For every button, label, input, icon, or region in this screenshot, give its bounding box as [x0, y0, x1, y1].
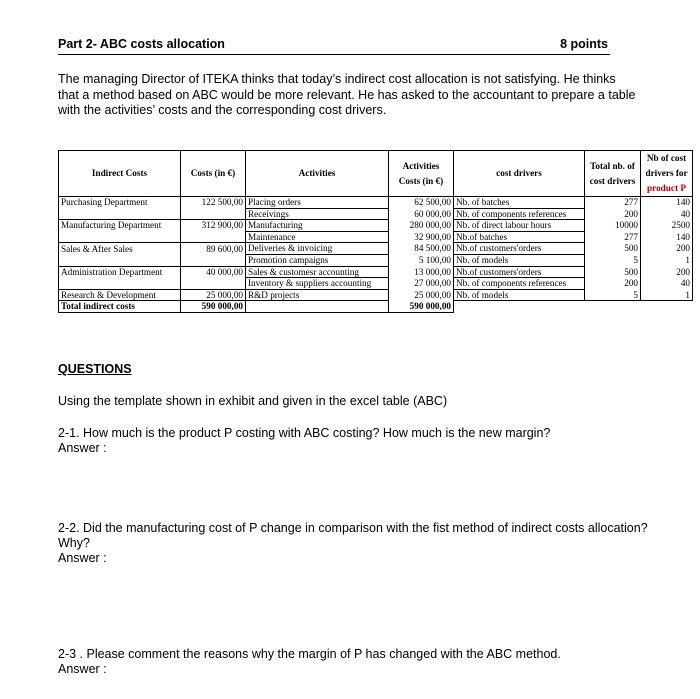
cell-cost: 122 500,00: [181, 197, 246, 209]
table-row: [59, 278, 693, 290]
cell-cost: 40 000,00: [181, 266, 246, 278]
cell-activity: Inventory & suppliers accounting: [246, 278, 389, 290]
table-row: [59, 220, 693, 232]
total-spacer: [641, 301, 693, 313]
header-product-p-line3: product P: [647, 183, 686, 193]
cell-driver: Nb. of direct labour hours: [454, 220, 585, 232]
cell-driver: Nb. of components references: [454, 278, 585, 290]
table-row: [59, 254, 693, 266]
cell-activity: Sales & customesr accounting: [246, 266, 389, 278]
cell-activity: Manufacturing: [246, 220, 389, 232]
cell-total: 277: [585, 197, 641, 209]
cell-activity: Maintenance: [246, 231, 389, 243]
cell-cost: [181, 208, 246, 220]
question-2-3: 2-3 . Please comment the reasons why the margin of P has changed with the ABC method.: [58, 647, 561, 661]
cell-cost: 89 600,00: [181, 243, 246, 255]
total-spacer: [585, 301, 641, 313]
table-row: [59, 289, 693, 301]
cell-total: 5: [585, 289, 641, 301]
cell-dept: [59, 231, 181, 243]
cell-product-p: 200: [641, 243, 693, 255]
header-product-p-drivers: [641, 151, 693, 197]
header-product-p-line1: Nb of cost: [646, 153, 687, 163]
answer-2-2-label: Answer :: [58, 551, 107, 565]
cell-activity: Promotion campaigns: [246, 254, 389, 266]
abc-cost-table: [58, 150, 693, 313]
cell-dept: Purchasing Department: [59, 197, 181, 209]
header-product-p-line2: drivers for: [645, 168, 688, 178]
header-cost-drivers: cost drivers: [454, 151, 585, 197]
cell-dept: Administration Department: [59, 266, 181, 278]
cell-activity-cost: 280 000,00: [389, 220, 454, 232]
table-header-row: [59, 151, 693, 197]
cell-product-p: 2500: [641, 220, 693, 232]
cell-driver: Nb. of components references: [454, 208, 585, 220]
cell-dept: Manufacturing Department: [59, 220, 181, 232]
cell-dept: Research & Development: [59, 289, 181, 301]
cell-dept: [59, 254, 181, 266]
header-row: [58, 36, 610, 55]
cell-dept: Sales & After Sales: [59, 243, 181, 255]
cell-activity-cost: 13 000,00: [389, 266, 454, 278]
cell-driver: Nb.of batches: [454, 231, 585, 243]
cell-total: 5: [585, 254, 641, 266]
cell-activity: Placing orders: [246, 197, 389, 209]
cell-activity-cost: 60 000,00: [389, 208, 454, 220]
table-row: [59, 266, 693, 278]
header-total-drivers: [585, 151, 641, 197]
answer-2-1-label: Answer :: [58, 441, 107, 455]
cell-product-p: 140: [641, 197, 693, 209]
cell-driver: Nb. of batches: [454, 197, 585, 209]
cell-activity-cost: 5 100,00: [389, 254, 454, 266]
cell-total: 200: [585, 208, 641, 220]
question-2-2-line1: 2-2. Did the manufacturing cost of P change in comparison with the fist method of indirect costs allocation?: [58, 521, 648, 535]
questions-heading: QUESTIONS: [58, 362, 132, 376]
cell-activity-cost: 27 000,00: [389, 278, 454, 290]
header-activity-costs-line1: Activities: [402, 160, 440, 171]
table-total-row: [59, 301, 693, 313]
cell-cost: 312 900,00: [181, 220, 246, 232]
cell-product-p: 1: [641, 289, 693, 301]
question-2-2-line2: Why?: [58, 536, 90, 550]
total-cost: 590 000,00: [181, 301, 246, 313]
cell-activity-cost: 62 500,00: [389, 197, 454, 209]
cell-product-p: 200: [641, 266, 693, 278]
cell-cost: [181, 231, 246, 243]
points-label: 8 points: [560, 37, 608, 51]
total-activity-cost: 590 000,00: [389, 301, 454, 313]
cell-product-p: 1: [641, 254, 693, 266]
table-row: [59, 231, 693, 243]
cell-product-p: 40: [641, 278, 693, 290]
answer-2-3-label: Answer :: [58, 662, 107, 676]
table-row: [59, 197, 693, 209]
header-indirect-costs: Indirect Costs: [59, 151, 181, 197]
cell-product-p: 140: [641, 231, 693, 243]
cell-driver: Nb. of models: [454, 289, 585, 301]
cell-total: 200: [585, 278, 641, 290]
cell-dept: [59, 208, 181, 220]
part-title: Part 2- ABC costs allocation: [58, 37, 225, 51]
cell-driver: Nb.of customers'orders: [454, 243, 585, 255]
table-row: [59, 243, 693, 255]
header-total-drivers-line2: cost drivers: [589, 175, 636, 186]
cell-activity: R&D projects: [246, 289, 389, 301]
header-activity-costs-line2: Costs (in €): [398, 175, 444, 186]
cell-activity: Receivings: [246, 208, 389, 220]
cell-activity-cost: 84 500,00: [389, 243, 454, 255]
total-spacer: [454, 301, 585, 313]
total-empty-cell: [246, 301, 389, 313]
question-2-1: 2-1. How much is the product P costing with ABC costing? How much is the new margin?: [58, 426, 551, 440]
cell-dept: [59, 278, 181, 290]
cell-product-p: 40: [641, 208, 693, 220]
cell-activity-cost: 32 900,00: [389, 231, 454, 243]
cell-total: 500: [585, 243, 641, 255]
header-activity-costs: [389, 151, 454, 197]
header-total-drivers-line1: Total nb. of: [590, 160, 635, 171]
header-costs: Costs (in €): [181, 151, 246, 197]
intro-paragraph: The managing Director of ITEKA thinks that today’s indirect cost allocation is not satisfying. He thinks that a method based on ABC would be more relevant. He has asked to the accountant to prepare a table with the activities’ costs and the corresponding cost drivers.: [58, 72, 636, 117]
cell-total: 500: [585, 266, 641, 278]
cell-cost: [181, 254, 246, 266]
header-activities: Activities: [246, 151, 389, 197]
questions-intro: Using the template shown in exhibit and given in the excel table (ABC): [58, 394, 448, 408]
cell-cost: 25 000,00: [181, 289, 246, 301]
cell-total: 10000: [585, 220, 641, 232]
cell-cost: [181, 278, 246, 290]
cell-driver: Nb.of customers'orders: [454, 266, 585, 278]
cell-activity: Deliveries & invoicing: [246, 243, 389, 255]
total-label: Total indirect costs: [59, 301, 181, 313]
table-row: [59, 208, 693, 220]
cell-activity-cost: 25 000,00: [389, 289, 454, 301]
cell-driver: Nb. of models: [454, 254, 585, 266]
cell-total: 277: [585, 231, 641, 243]
